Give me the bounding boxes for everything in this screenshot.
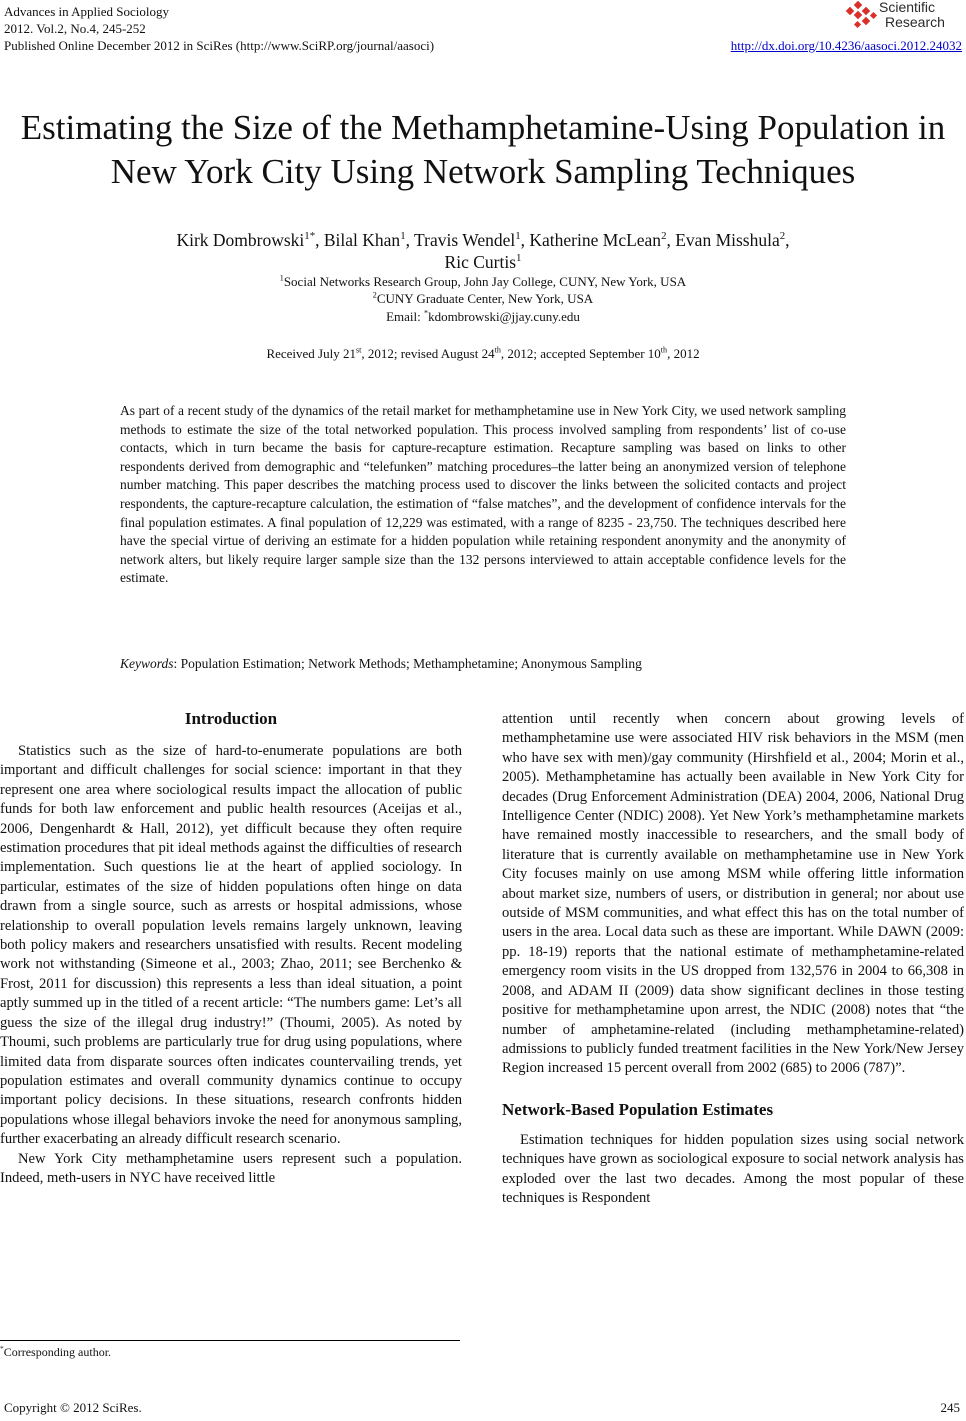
keywords-label: Keywords: [120, 656, 174, 671]
author-separator: ,: [405, 230, 415, 250]
author-name: Bilal Khan: [323, 230, 401, 250]
paper-title-line-2: New York City Using Network Sampling Techniques: [110, 152, 856, 191]
footnote-text: Corresponding author.: [3, 1345, 112, 1359]
scientific-research-logo: [845, 0, 963, 34]
author-list: [0, 229, 966, 251]
affil-sup: 2: [372, 290, 377, 300]
received-dates: [0, 346, 966, 362]
author-affil-sup: 2: [661, 230, 667, 243]
footnote: [0, 1345, 111, 1360]
section-heading-introduction: Introduction: [184, 709, 278, 728]
paper-title-line-1: Estimating the Size of the Methamphetamine-Using Population in: [20, 108, 946, 147]
affil-sup: 1: [279, 273, 284, 283]
left-column: [0, 708, 462, 1188]
email-label: Email:: [386, 309, 425, 324]
affiliation-1: [0, 273, 966, 290]
doi-link[interactable]: http://dx.doi.org/10.4236/aasoci.2012.24032: [730, 38, 962, 53]
keywords: [120, 655, 846, 673]
paragraph: attention until recently when concern about growing levels of methamphetamine use were associated HIV risk behaviors in the MSM (men who have sex with men)/gay community (Hirshfield et al., 2004; Morin et al., 2005). Methamphetamine has actually been available in New York City for decades (Drug Enforcement Administration (DEA) 2004, 2006, National Drug Intelligence Center (NDIC) 2008). Yet New York’s methamphetamine markets have remained mostly inaccessible to researchers, and the small body of literature that is currently available on methamphetamine use in New York City focuses mainly on use among MSM while offering little information about market size, numbers of users, or distribution in general; nor about use outside of MSM communities, and what effect this has on the total number of users in the area. Local data such as these are important. While DAWN (2009: pp. 18-19) reports that the national estimate of methamphetamine-related emergency room visits in the US dropped from 132,576 in 2004 to 66,308 in 2008, and ADAM II (2009) data show significant declines in those testing positive for methamphetamine upon arrest, the NDIC (2008) notes that “the number of amphetamine-related (including methamphetamine-related) admissions to publicly funded treatment facilities in the New York/New Jersey Region increased 15 percent overall from 2002 (685) to 2006 (787)”.: [502, 711, 964, 1077]
footnote-rule: [0, 1340, 460, 1341]
footnote-sup: *: [0, 1344, 4, 1353]
author-affil-sup: 1: [516, 252, 522, 265]
author-affil-sup: 2: [779, 230, 786, 243]
author-separator: ,: [315, 230, 324, 250]
author-separator: ,: [520, 230, 530, 250]
ordinal-sup: th: [660, 345, 668, 355]
logo-line-2: Research: [885, 14, 945, 30]
author-separator: ,: [666, 230, 676, 250]
author-list-line-2: [0, 251, 966, 273]
author-email: [0, 308, 966, 325]
author-name: Evan Misshula: [675, 230, 780, 250]
abstract: As part of a recent study of the dynamics of the retail market for methamphetamine use in New York City, we used network sampling methods to estimate the size of the total networked population. This process involved sampling from respondents’ list of co-use contacts, which in turn became the basis for capture-recapture estimation. Recapture sampling was based on links to other respondents derived from demographic and “telefunken” matching procedures–the latter being an anonymized version of telephone number matching. This paper describes the matching process used to discover the links between the solicited contacts and project respondents, the capture-recapture calculation, the estimation of “false matches”, and the development of confidence intervals for the final population estimates. A final population of 12,229 was estimated, with a range of 8235 - 23,750. The techniques described here have the special virtue of deriving an estimate for a hidden population while retaining respondent anonymity and the anonymity of network alters, but likely require larger sample size than the 132 persons interviewed to attain acceptable confidence levels for the estimate.: [120, 403, 846, 586]
logo-text: [879, 0, 945, 30]
received-date: Received July 21: [266, 346, 356, 361]
author-affil-sup: 1: [515, 230, 521, 243]
author-affil-sup: 1: [400, 230, 406, 243]
journal-volume: 2012. Vol.2, No.4, 245-252: [4, 21, 146, 36]
ordinal-sup: th: [494, 345, 501, 355]
affiliation-2: [0, 290, 966, 307]
copyright: Copyright © 2012 SciRes.: [4, 1400, 142, 1415]
right-column: [502, 710, 964, 1208]
publication-info: Published Online December 2012 in SciRes (http://www.SciRP.org/journal/aasoci): [4, 38, 435, 53]
page-number: 245: [940, 1400, 960, 1415]
logo-line-1: Scientific: [879, 0, 936, 15]
author-name: Kirk Dombrowski: [176, 230, 305, 250]
keywords-text: : Population Estimation; Network Methods; Methamphetamine; Anonymous Sampling: [173, 656, 642, 671]
affil-text: CUNY Graduate Center, New York, USA: [376, 291, 594, 306]
email-sup: *: [424, 308, 429, 318]
author-name: Travis Wendel: [414, 230, 516, 250]
revised-date: , 2012; revised August 24: [361, 346, 495, 361]
author-affil-sup: 1*: [304, 230, 316, 243]
author-name: Ric Curtis: [444, 252, 517, 272]
paragraph: Statistics such as the size of hard-to-enumerate populations are both important and difficult challenges for social science: important in that they represent one area where sociological results impact the allocation of public funds for both law enforcement and public health resources (Aceijas et al., 2006, Dengenhardt & Hall, 2012), yet difficult because they often require estimation procedures that pit ideal methods against the difficulties of research implementation. Such questions lie at the heart of applied sociology. In particular, estimates of the size of hidden populations often hinge on data drawn from a single source, such as arrests or hospital admissions, whose relationship to overall population levels remains largely unknown, leaving both policy makers and researchers unsatisfied with results. Recent modeling work not withstanding (Simeone et al., 2003; Zhao, 2011; see Berchenko & Frost, 2011 for discussion) this represents a less than ideal situation, a point aptly summed up in the titled of a recent article: “The numbers game: Let’s all guess the size of the illegal drug industry!” (Thoumi, 2005). As noted by Thoumi, such problems are particularly true for drug using populations, where limited data from disparate sources often indicates countervailing trends, yet population estimates and overall community dynamics continue to occupy important policy decisions. In these situations, research confronts hidden populations whose illegal behaviors invoke the need for anonymous sampling, further exacerbating an already difficult research scenario.: [0, 743, 462, 1148]
accepted-date: , 2012; accepted September 10: [500, 346, 661, 361]
author-name: Katherine McLean: [529, 230, 662, 250]
section-heading-network-estimates: Network-Based Population Estimates: [502, 1099, 774, 1119]
affil-text: Social Networks Research Group, John Jay College, CUNY, New York, USA: [283, 274, 687, 289]
journal-name: Advances in Applied Sociology: [4, 4, 170, 19]
logo-icon: [845, 0, 879, 34]
paragraph: New York City methamphetamine users represent such a population. Indeed, meth-users in NYC have received little: [0, 1150, 462, 1186]
author-separator: ,: [785, 230, 790, 250]
paragraph: Estimation techniques for hidden population sizes using social network techniques have grown as sociological exposure to social network analysis has exploded over the last two decades. Among the most popular of these techniques is Respondent: [502, 1131, 964, 1206]
ordinal-sup: st: [355, 345, 362, 355]
doi-link-wrapper: [731, 38, 962, 54]
year-text: , 2012: [667, 346, 700, 361]
email-address[interactable]: kdombrowski@jjay.cuny.edu: [428, 309, 580, 324]
